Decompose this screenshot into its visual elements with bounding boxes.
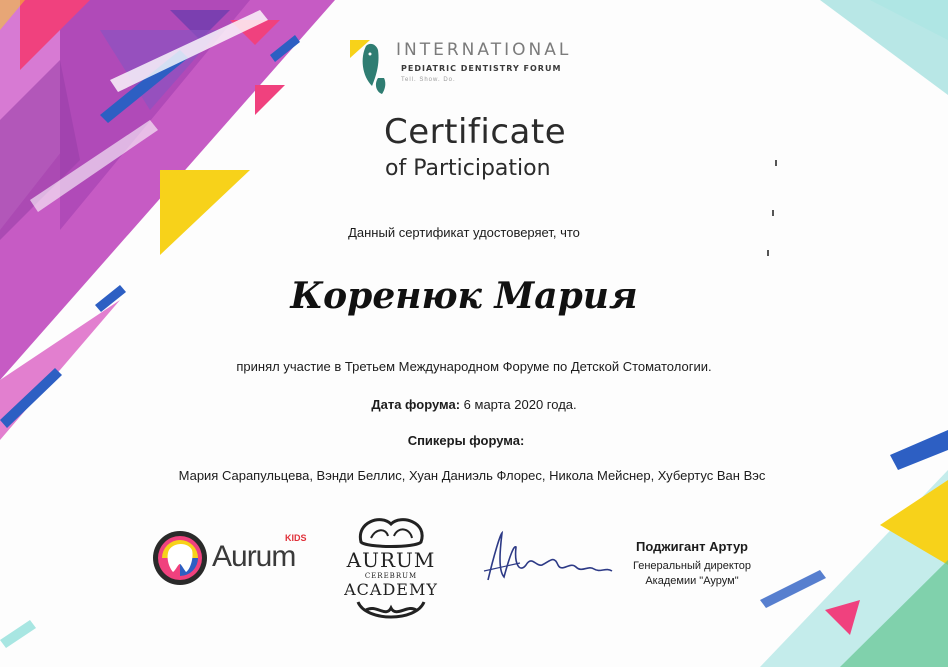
forum-name: INTERNATIONAL [396,40,572,60]
aurum-kids-wordmark: Aurum [212,540,296,573]
speakers-heading: Спикеры форума: [407,433,525,448]
forum-date [0,397,948,412]
participation-text: принял участие в Третьем Международном Форуме по Детской Стоматологии. [236,359,712,374]
date-value: 6 марта 2020 года. [460,397,577,412]
forum-subtitle: PEDIATRIC DENTISTRY FORUM [401,64,562,73]
forum-tagline: Tell. Show. Do. [401,77,456,83]
aurum-kids-tag: KIDS [285,533,307,543]
academy-name: AURUM [346,548,436,572]
signatory-name: Поджигант Артур [636,539,748,554]
signatory-role: Генеральный директор [633,560,751,572]
signature [480,525,620,595]
academy-cerebrum: CEREBRUM [364,572,418,580]
date-label: Дата форума: [371,397,461,412]
academy-word: ACADEMY [344,580,438,599]
signatory-organization: Академии "Аурум" [645,575,739,587]
certificate-subtitle: of Participation [385,156,551,181]
certify-text: Данный сертификат удостоверяет, что [348,225,580,240]
certificate-title: Certificate [384,112,567,152]
speakers-list: Мария Сарапульцева, Вэнди Беллис, Хуан Даниэль Флорес, Никола Мейснер, Хубертус Ван Вэс [178,468,766,483]
participant-name: Коренюк Мария [290,275,638,317]
